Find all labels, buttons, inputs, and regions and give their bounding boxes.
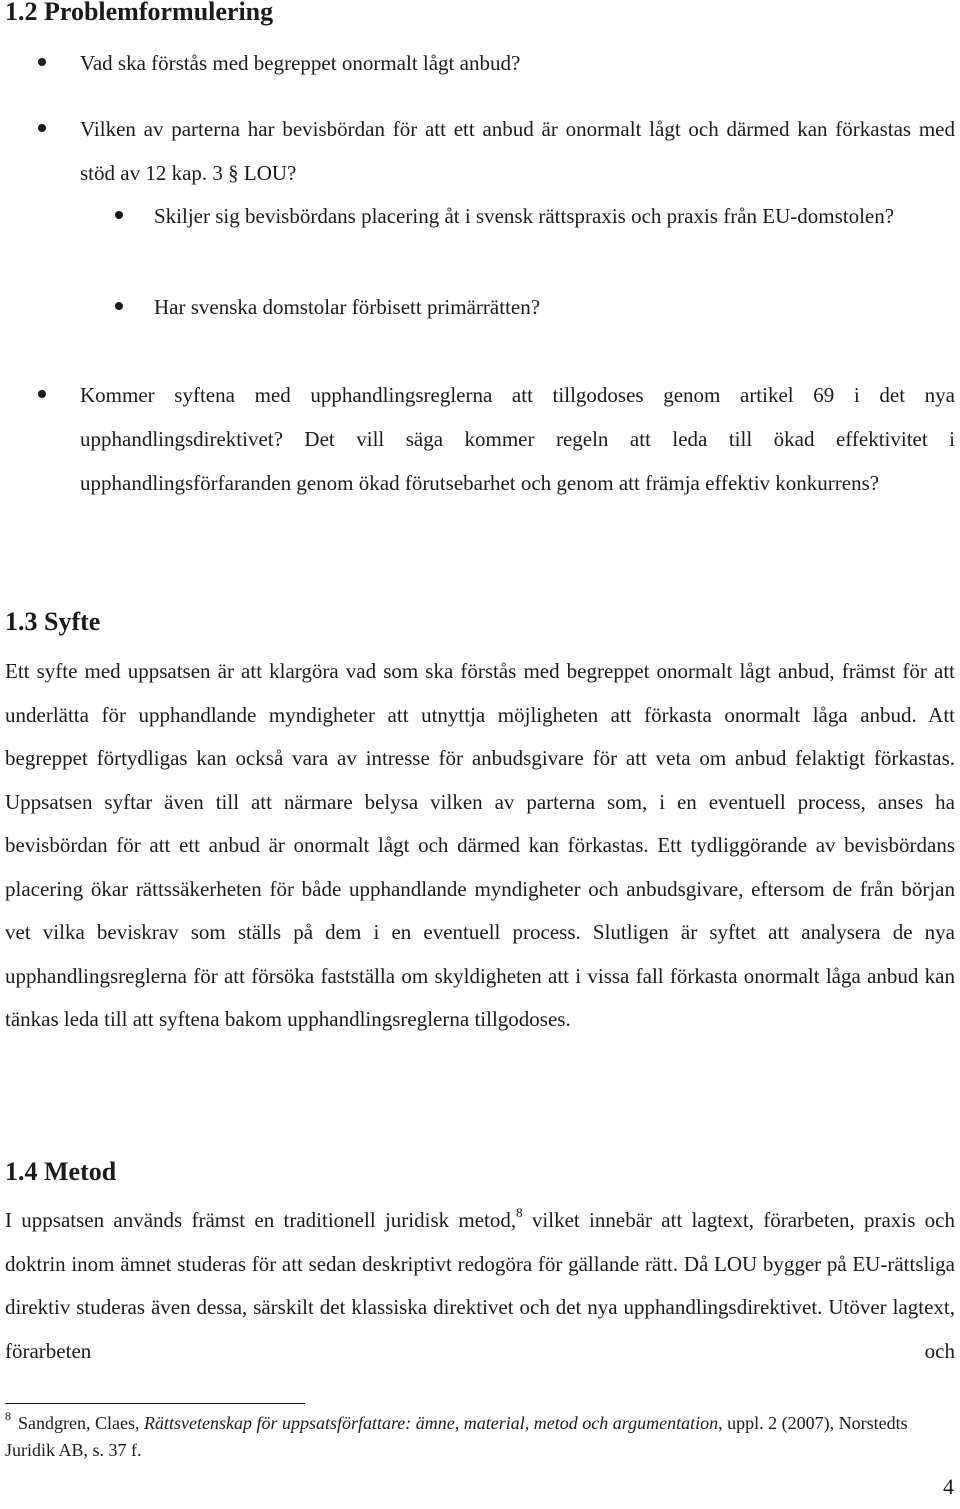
section-heading-syfte: 1.3 Syfte xyxy=(5,607,101,636)
metod-paragraph xyxy=(5,1199,955,1373)
list-item xyxy=(115,194,955,238)
bullet-icon xyxy=(38,390,46,398)
footnote-number: 8 xyxy=(5,1409,11,1423)
bullet-icon xyxy=(115,211,123,219)
footnote-divider xyxy=(5,1403,305,1404)
list-item-text: Vad ska förstås med begreppet onormalt lågt anbud? xyxy=(80,51,521,75)
page-number: 4 xyxy=(943,1474,954,1499)
footnote-author: Sandgren, Claes, xyxy=(18,1413,144,1433)
list-item-text: Skiljer sig bevisbördans placering åt i svensk rättspraxis och praxis från EU-domstolen? xyxy=(154,204,895,228)
list-item xyxy=(38,41,918,85)
list-item-text: Kommer syftena med upphandlingsreglerna att tillgodoses genom artikel 69 i det nya upphandlingsdirektivet? Det vill säga kommer regeln att leda till ökad effektivitet i upphandlingsförfaranden genom ökad förutsebarhet och genom att främja effektiv konkurrens? xyxy=(80,383,955,495)
metod-text-start: I uppsatsen används främst en traditionell juridisk metod, xyxy=(5,1208,517,1232)
list-item xyxy=(38,373,955,505)
section-heading-metod: 1.4 Metod xyxy=(5,1157,117,1186)
bullet-icon xyxy=(38,124,46,132)
list-item-text: Vilken av parterna har bevisbördan för att ett anbud är onormalt lågt och därmed kan förkastas med stöd av 12 kap. 3 § LOU? xyxy=(80,117,955,185)
bullet-icon xyxy=(115,302,123,310)
syfte-paragraph: Ett syfte med uppsatsen är att klargöra vad som ska förstås med begreppet onormalt lågt anbud, främst för att underlätta för upphandlande myndigheter att utnyttja möjligheten att förkasta onormalt låga anbud. Att begreppet förtydligas kan också vara av intresse för anbudsgivare för att veta om anbud felaktigt förkastas. Uppsatsen syftar även till att närmare belysa vilken av parterna som, i en eventuell process, anses ha bevisbördan för att ett anbud är onormalt lågt och därmed kan förkastas. Ett tydliggörande av bevisbördans placering ökar rättssäkerheten för både upphandlande myndigheter och anbudsgivare, eftersom de från början vet vilka beviskrav som ställs på dem i en eventuell process. Slutligen är syftet att analysera de nya upphandlingsreglerna för att försöka fastställa om skyldigheten att i vissa fall förkasta onormalt låga anbud kan tänkas leda till att syftena bakom upphandlingsreglerna tillgodoses. xyxy=(5,659,955,1031)
bullet-icon xyxy=(38,58,46,66)
section-heading-problemformulering: 1.2 Problemformulering xyxy=(5,0,274,26)
footnote xyxy=(5,1410,950,1464)
footnote-title: Rättsvetenskap för uppsatsförfattare: ämne, material, metod och argumentation, xyxy=(143,1413,723,1433)
list-item-text: Har svenska domstolar förbisett primärrätten? xyxy=(154,295,541,319)
metod-text-end: vilket innebär att lagtext, förarbeten, praxis och doktrin inom ämnet studeras för att sedan deskriptivt redogöra för gällande rätt. Då LOU bygger på EU-rättsliga direktiv studeras även dessa, särskilt det klassiska direktivet och det nya upphandlingsdirektivet. Utöver lagtext, förarbeten och xyxy=(5,1208,955,1363)
footnote-publication: uppl. 2 (2007), Norstedts Juridik AB, s. 37 f. xyxy=(5,1413,908,1460)
list-item xyxy=(115,285,915,329)
footnote-reference[interactable]: 8 xyxy=(516,1205,523,1220)
list-item xyxy=(38,107,955,195)
